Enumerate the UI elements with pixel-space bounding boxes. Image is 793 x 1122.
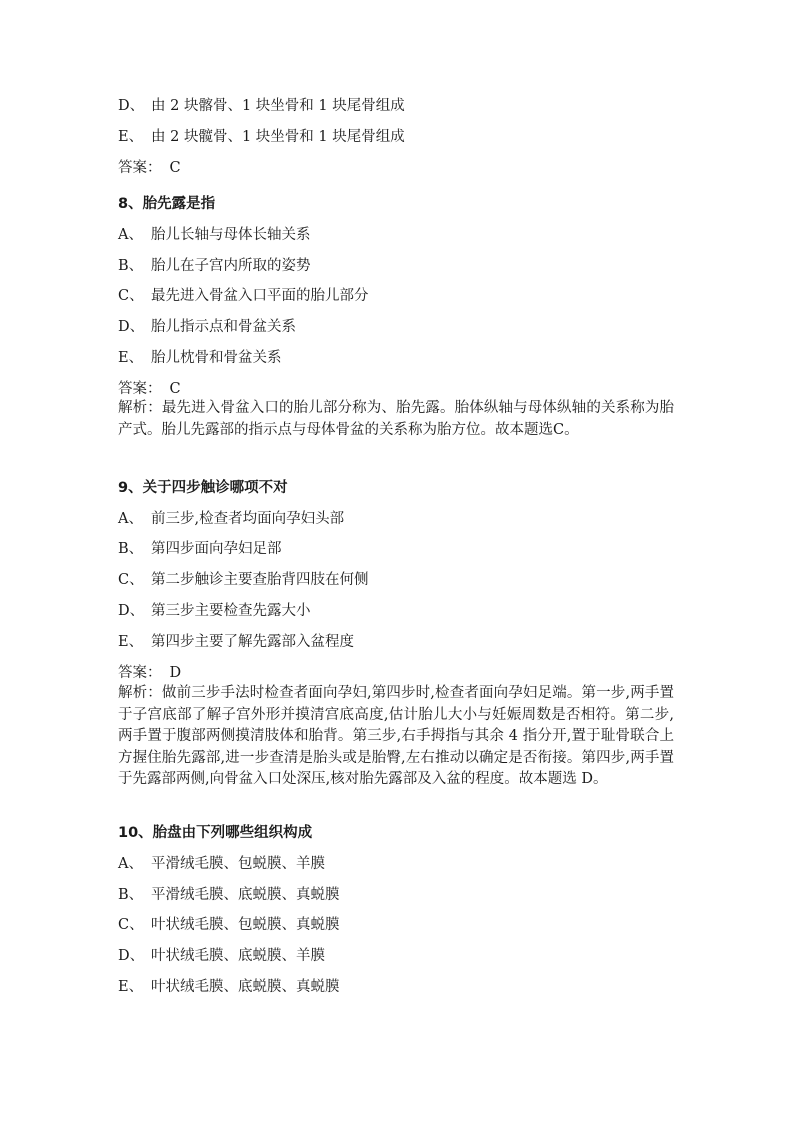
option-text: 由 2 块髂骨、1 块坐骨和 1 块尾骨组成	[151, 98, 405, 114]
option-a	[118, 854, 325, 874]
option-text: 胎儿在子宫内所取的姿势	[151, 258, 311, 274]
option-text: 第四步主要了解先露部入盆程度	[151, 634, 354, 650]
option-text: 平滑绒毛膜、底蜕膜、真蜕膜	[151, 887, 340, 903]
option-d	[118, 601, 311, 621]
answer-value: C	[169, 381, 181, 397]
option-d	[118, 317, 296, 337]
option-text: 平滑绒毛膜、包蜕膜、羊膜	[151, 856, 325, 872]
option-text: 叶状绒毛膜、底蜕膜、真蜕膜	[151, 979, 340, 995]
option-letter: A、	[118, 856, 143, 872]
option-text: 叶状绒毛膜、包蜕膜、真蜕膜	[151, 917, 340, 933]
option-text: 胎儿指示点和骨盆关系	[151, 319, 296, 335]
option-b	[118, 256, 311, 276]
option-b	[118, 539, 282, 559]
option-letter: C、	[118, 572, 144, 588]
option-letter: D、	[118, 319, 145, 335]
explanation: 解析：做前三步手法时检查者面向孕妇,第四步时,检查者面向孕妇足端。第一步,两手置于子宫底部了解子宫外形并摸清宫底高度,估计胎儿大小与妊娠周数是否相符。第二步,两手置于腹部两侧摸清肢体和胎背。第三步,右手拇指与其余 4 指分开,置于耻骨联合上方握住胎先露部,进一步查清是胎头或是胎臀,左右推动以确定是否衔接。第四步,两手置于先露部两侧,向骨盆入口处深压,核对胎先露部及入盆的程度。故本题选 D。	[118, 685, 674, 787]
explanation: 解析：最先进入骨盆入口的胎儿部分称为、胎先露。胎体纵轴与母体纵轴的关系称为胎产式。胎儿先露部的指示点与母体骨盆的关系称为胎方位。故本题选C。	[118, 400, 674, 438]
option-text: 胎儿长轴与母体长轴关系	[151, 227, 311, 243]
question-title: 10、胎盘由下列哪些组织构成	[118, 825, 313, 841]
option-text: 第二步触诊主要查胎背四肢在何侧	[151, 572, 369, 588]
option-text: 由 2 块髋骨、1 块坐骨和 1 块尾骨组成	[151, 129, 405, 145]
answer-value: C	[169, 160, 181, 176]
option-letter: A、	[118, 511, 143, 527]
option-text: 前三步,检查者均面向孕妇头部	[151, 511, 345, 527]
question-title: 8、胎先露是指	[118, 196, 216, 212]
option-letter: B、	[118, 541, 144, 557]
option-letter: B、	[118, 887, 144, 903]
option-c	[118, 915, 340, 935]
option-letter: D、	[118, 603, 145, 619]
answer-label: 答案：	[118, 665, 162, 681]
option-a	[118, 225, 311, 245]
option-letter: C、	[118, 288, 144, 304]
option-d	[118, 946, 325, 966]
option-e	[118, 127, 405, 147]
answer-line	[118, 379, 181, 399]
option-text: 第三步主要检查先露大小	[151, 603, 311, 619]
option-letter: E、	[118, 979, 144, 995]
option-e	[118, 977, 340, 997]
option-letter: D、	[118, 98, 145, 114]
option-b	[118, 885, 340, 905]
option-c	[118, 286, 369, 306]
option-letter: C、	[118, 917, 144, 933]
option-a	[118, 509, 344, 529]
answer-value: D	[169, 665, 182, 681]
option-text: 最先进入骨盆入口平面的胎儿部分	[151, 288, 369, 304]
question-title: 9、关于四步触诊哪项不对	[118, 480, 288, 496]
option-letter: D、	[118, 948, 145, 964]
option-e	[118, 632, 354, 652]
option-text: 第四步面向孕妇足部	[151, 541, 282, 557]
option-c	[118, 570, 369, 590]
option-letter: A、	[118, 227, 143, 243]
answer-line	[118, 158, 181, 178]
option-letter: B、	[118, 258, 144, 274]
answer-label: 答案：	[118, 160, 162, 176]
answer-line	[118, 663, 181, 683]
answer-label: 答案：	[118, 381, 162, 397]
option-letter: E、	[118, 350, 144, 366]
option-letter: E、	[118, 634, 144, 650]
option-text: 胎儿枕骨和骨盆关系	[151, 350, 282, 366]
option-e	[118, 348, 282, 368]
option-d	[118, 96, 405, 116]
option-letter: E、	[118, 129, 144, 145]
option-text: 叶状绒毛膜、底蜕膜、羊膜	[151, 948, 325, 964]
